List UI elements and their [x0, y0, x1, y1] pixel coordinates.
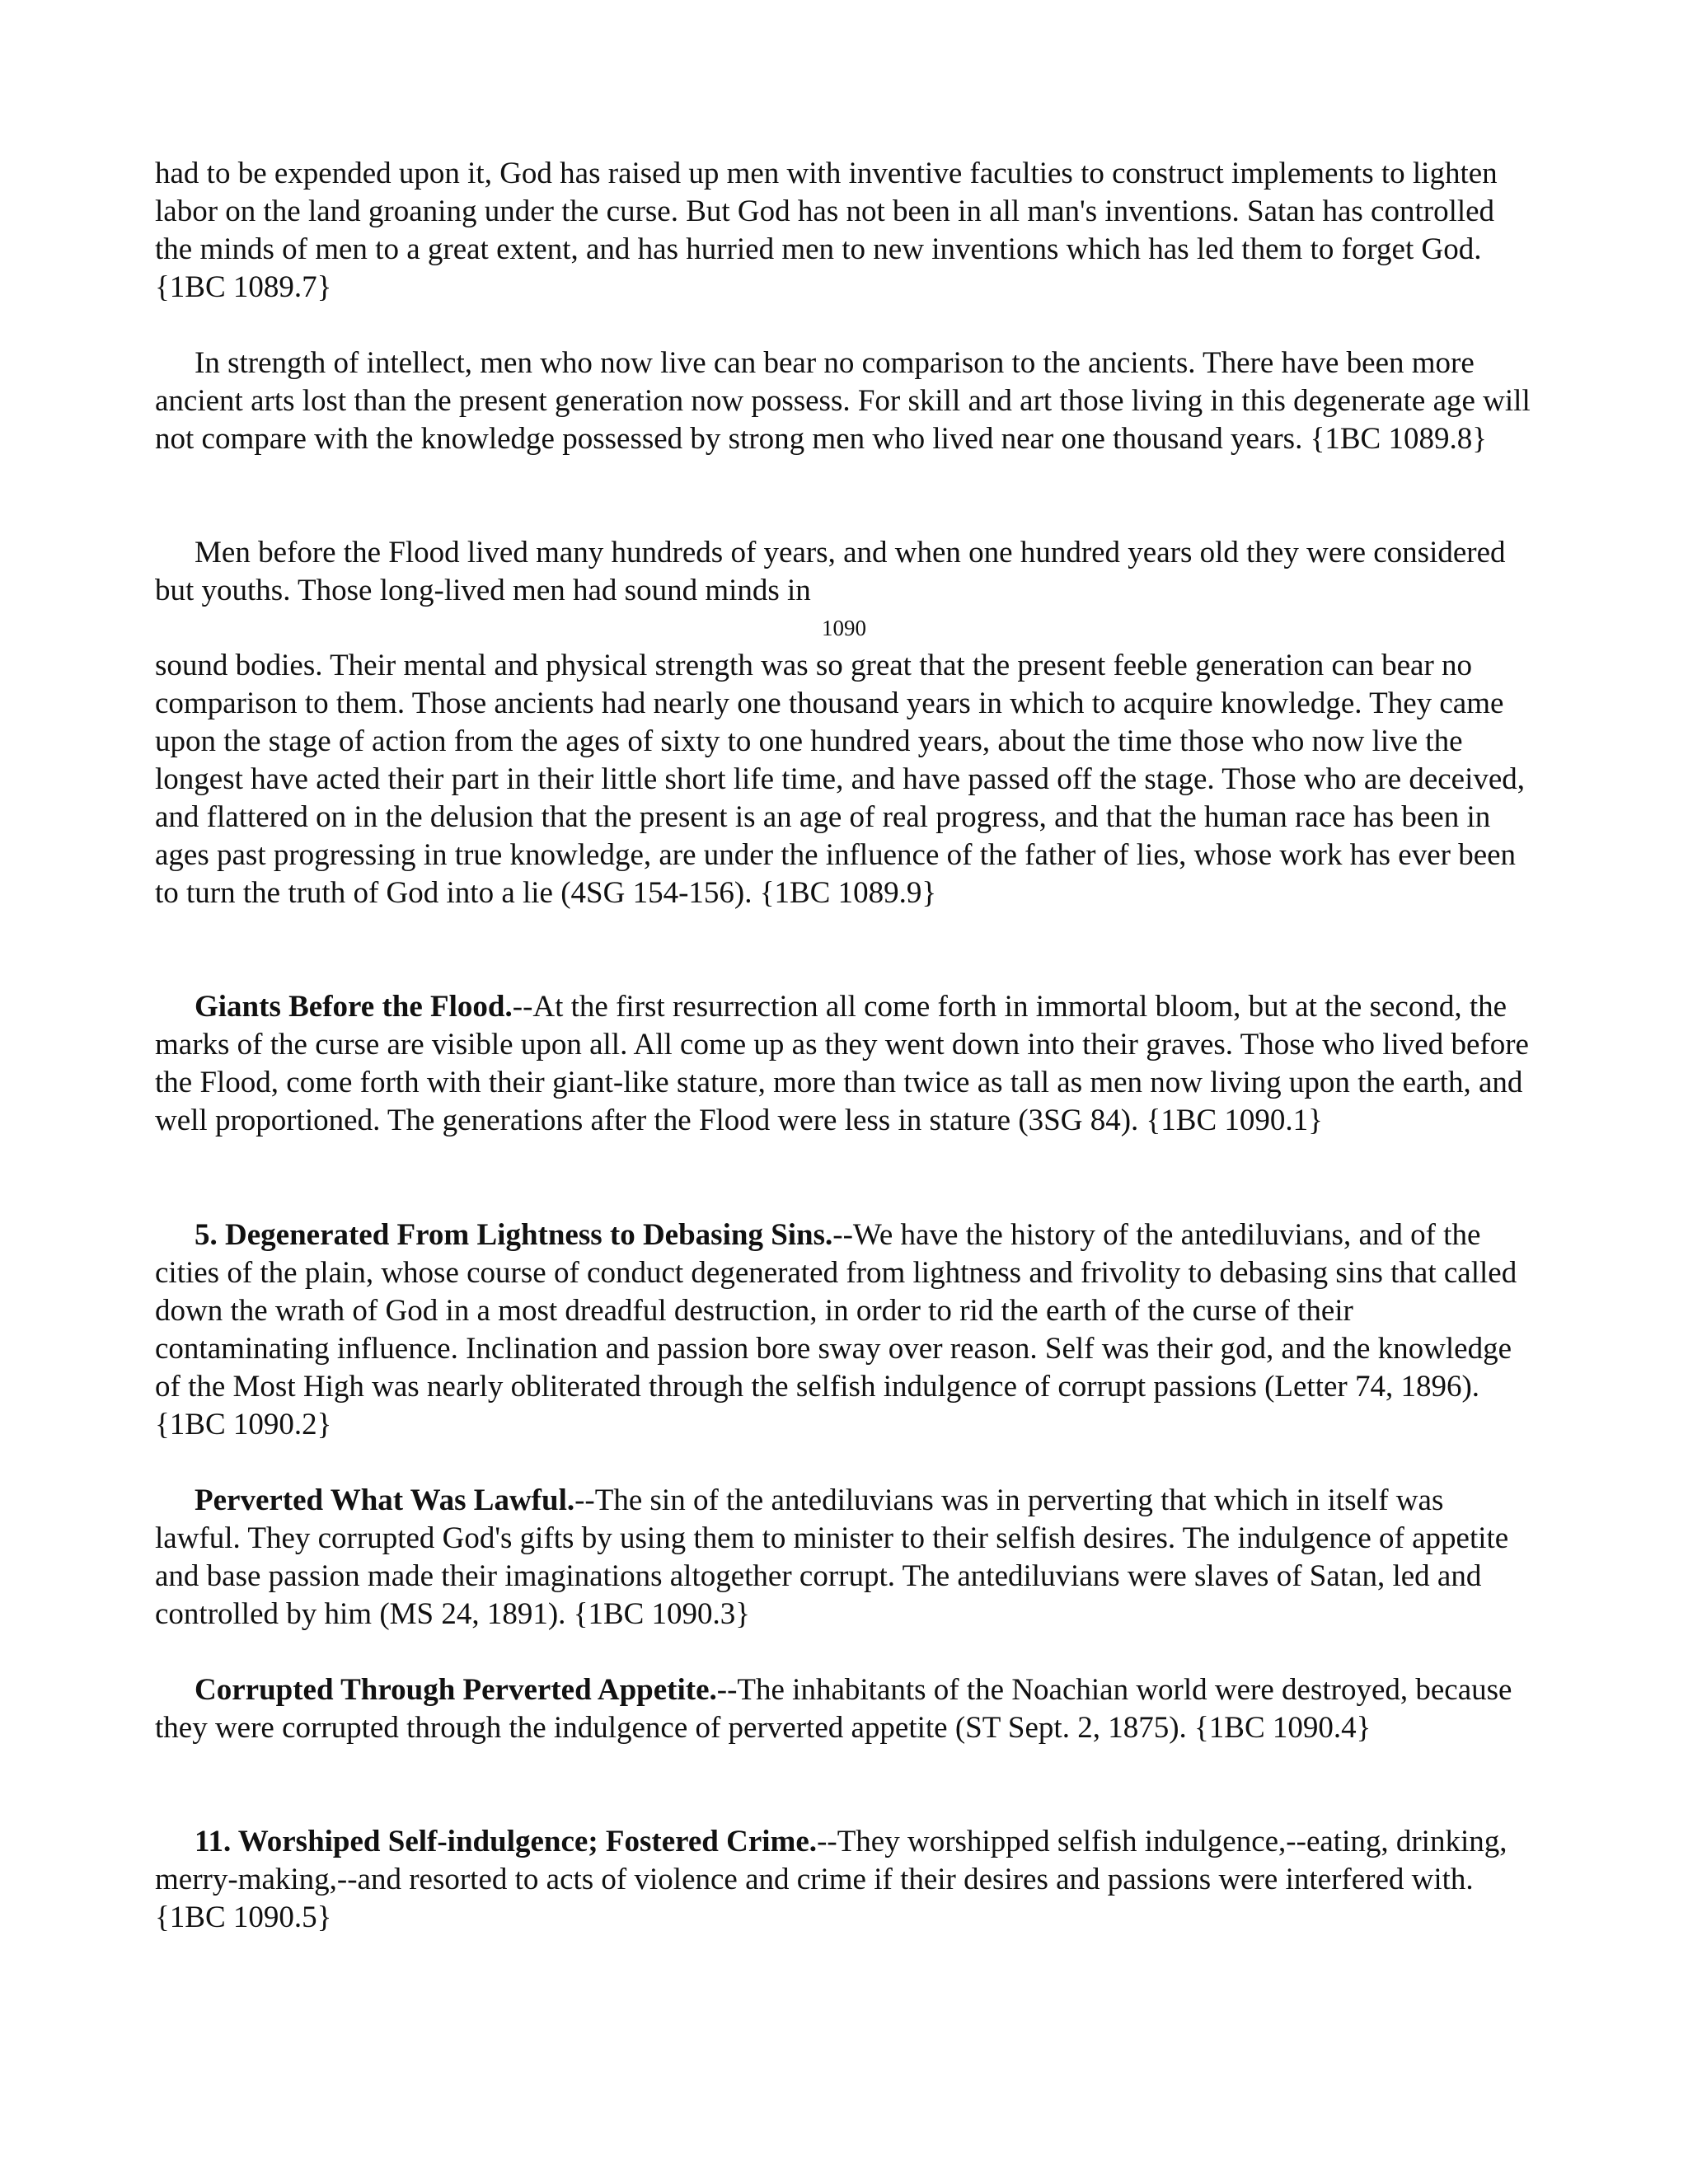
paragraph-reference: {1BC 1089.7}: [155, 270, 332, 304]
paragraph-text: --We have the history of the antediluvians, and of the cities of the plain, whose course of conduct degenerated from lightness and frivolity to debasing sins that called down the wrath of God in a most dreadful destruction, in order to rid the earth of the curse of their contaminating influence. Inclination and passion bore sway over reason. Self was their god, and the knowledge of the Most High was nearly obliterated through the selfish indulgence of corrupt passions (Letter 74, 1896).: [155, 1218, 1517, 1404]
section-heading: 5. Degenerated From Lightness to Debasing Sins.: [195, 1218, 833, 1252]
paragraph-text: --The inhabitants of the Noachian world were destroyed, because they were corrupted through the indulgence of perverted appetite (ST Sept. 2, 1875).: [155, 1673, 1512, 1745]
paragraph-1090-2: [155, 1216, 1533, 1444]
paragraph-1089-9-start: [155, 534, 1533, 610]
paragraph-1089-8: [155, 344, 1533, 458]
section-heading: Perverted What Was Lawful.: [195, 1483, 575, 1517]
paragraph-1089-7: [155, 155, 1533, 307]
paragraph-reference: {1BC 1089.9}: [759, 876, 937, 910]
paragraph-1089-9-continued: [155, 647, 1533, 912]
paragraph-text: --The sin of the antediluvians was in perverting that which in itself was lawful. They corrupted God's gifts by using them to minister to their selfish desires. The indulgence of appetite and base passion made their imaginations altogether corrupt. The antediluvians were slaves of Satan, led and controlled by him (MS 24, 1891).: [155, 1483, 1509, 1631]
paragraph-text: --At the first resurrection all come forth in immortal bloom, but at the second, the marks of the curse are visible upon all. All come up as they went down into their graves. Those who lived before the Flood, come forth with their giant-like stature, more than twice as tall as men now living upon the earth, and well proportioned. The generations after the Flood were less in stature (3SG 84).: [155, 990, 1529, 1137]
paragraph-1090-3: [155, 1482, 1533, 1633]
section-heading: Corrupted Through Perverted Appetite.: [195, 1673, 717, 1707]
section-heading: 11. Worshiped Self-indulgence; Fostered Crime.: [195, 1825, 818, 1858]
paragraph-reference: {1BC 1090.5}: [155, 1900, 332, 1934]
paragraph-reference: {1BC 1089.8}: [1310, 422, 1487, 456]
paragraph-text: In strength of intellect, men who now live can bear no comparison to the ancients. There have been more ancient arts lost than the present generation now possess. For skill and art those living in this degenerate age will not compare with the knowledge possessed by strong men who lived near one thousand years.: [155, 346, 1531, 456]
page-number: 1090: [822, 616, 866, 640]
paragraph-text: had to be expended upon it, God has raised up men with inventive faculties to construct implements to lighten labor on the land groaning under the curse. But God has not been in all man's inventions. Satan has controlled the minds of men to a great extent, and has hurried men to new inventions which has led them to forget God.: [155, 157, 1498, 266]
paragraph-reference: {1BC 1090.1}: [1146, 1104, 1323, 1137]
paragraph-text: sound bodies. Their mental and physical strength was so great that the present feeble generation can bear no comparison to them. Those ancients had nearly one thousand years in which to acquire knowledge. They came upon the stage of action from the ages of sixty to one hundred years, about the time those who now live the longest have acted their part in their little short life time, and have passed off the stage. Those who are deceived, and flattered on in the delusion that the present is an age of real progress, and that the human race has been in ages past progressing in true knowledge, are under the influence of the father of lies, whose work has ever been to turn the truth of God into a lie (4SG 154-156).: [155, 649, 1526, 910]
paragraph-text: --They worshipped selfish indulgence,--eating, drinking, merry-making,--and resorted to acts of violence and crime if their desires and passions were interfered with.: [155, 1825, 1507, 1896]
paragraph-reference: {1BC 1090.4}: [1194, 1711, 1372, 1745]
paragraph-1090-5: [155, 1823, 1533, 1937]
paragraph-reference: {1BC 1090.3}: [573, 1597, 751, 1631]
paragraph-1090-1: [155, 988, 1533, 1140]
section-heading: Giants Before the Flood.: [195, 990, 513, 1024]
paragraph-1090-4: [155, 1671, 1533, 1747]
paragraph-text: Men before the Flood lived many hundreds of years, and when one hundred years old they were considered but youths. Those long-lived men had sound minds in: [155, 536, 1506, 607]
paragraph-reference: {1BC 1090.2}: [155, 1408, 332, 1441]
